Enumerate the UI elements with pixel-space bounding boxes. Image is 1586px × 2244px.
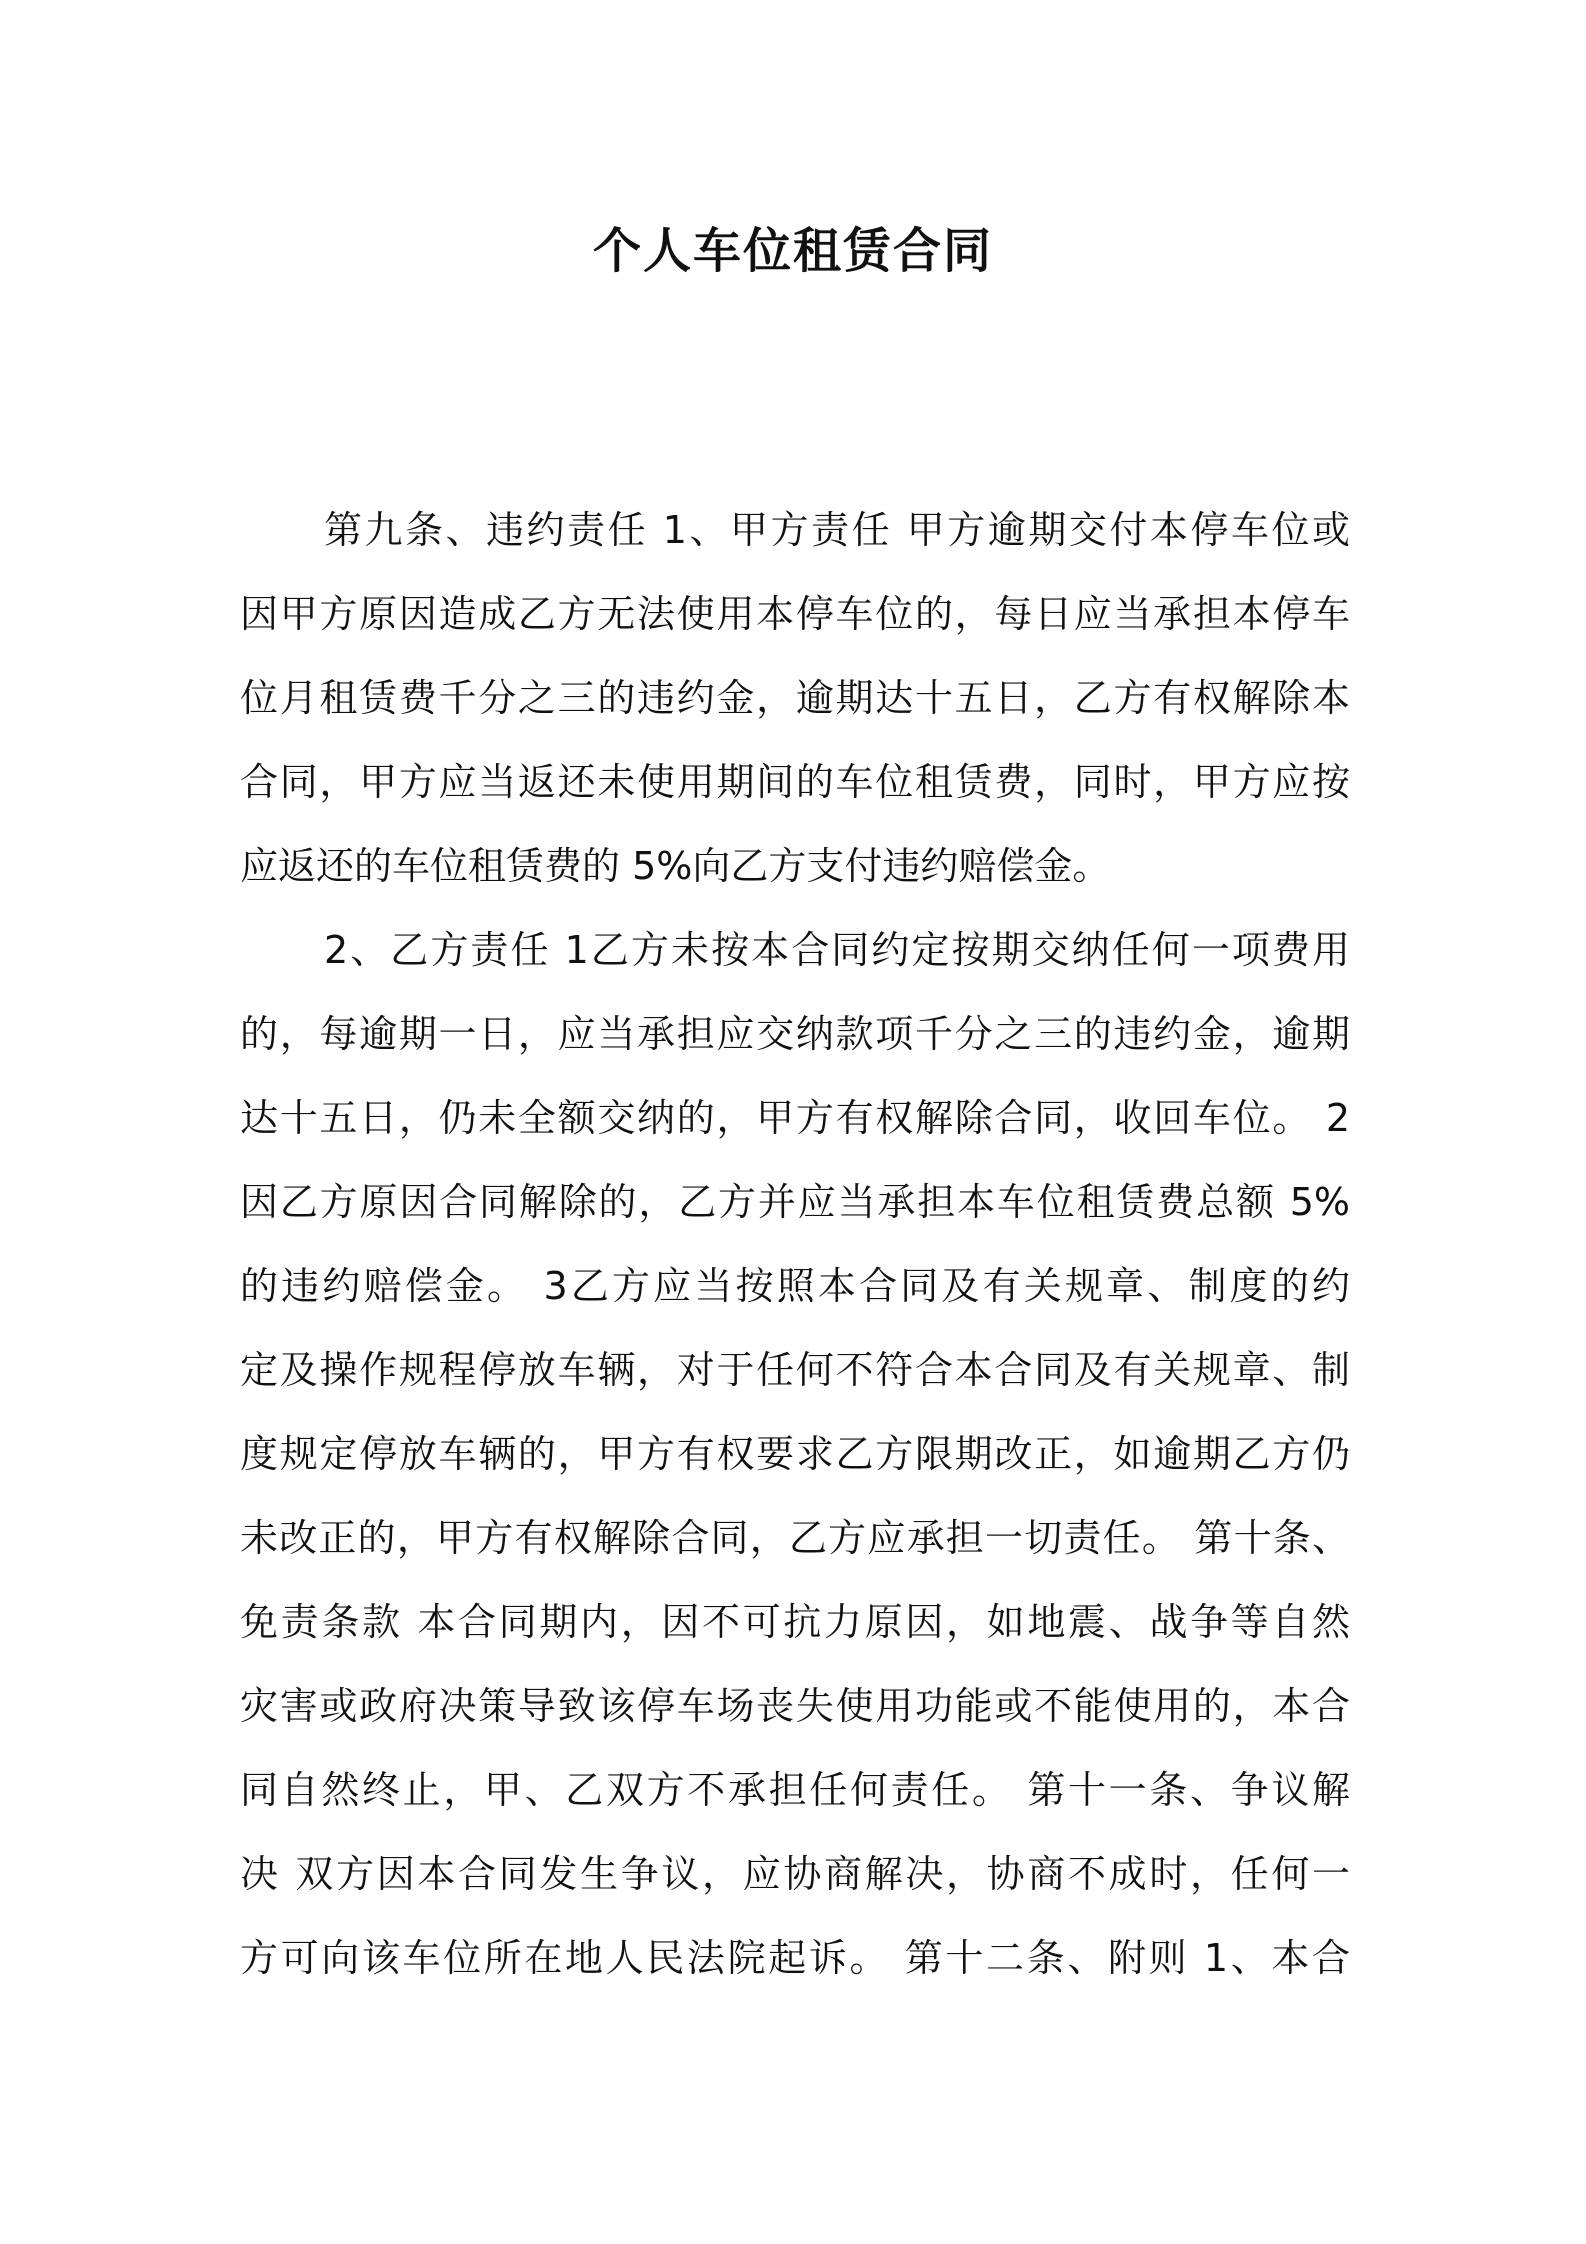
paragraph-line: 方可向该车位所在地人民法院起诉。 第十二条、附则 1、本合 (240, 1936, 1350, 1980)
paragraph-line: 同自然终止，甲、乙双方不承担任何责任。 第十一条、争议解 (240, 1768, 1350, 1812)
paragraph-line: 灾害或政府决策导致该停车场丧失使用功能或不能使用的，本合 (240, 1684, 1350, 1728)
document-title: 个人车位租赁合同 (592, 223, 993, 279)
paragraph-line: 因乙方原因合同解除的，乙方并应当承担本车位租赁费总额 5% (240, 1180, 1350, 1224)
paragraph-line: 的，每逾期一日，应当承担应交纳款项千分之三的违约金，逾期 (240, 1012, 1350, 1056)
paragraph-line: 度规定停放车辆的，甲方有权要求乙方限期改正，如逾期乙方仍 (240, 1432, 1350, 1476)
paragraph-line: 未改正的，甲方有权解除合同，乙方应承担一切责任。 第十条、 (240, 1516, 1350, 1560)
document-body (240, 488, 1350, 2000)
paragraph-line: 免责条款 本合同期内，因不可抗力原因，如地震、战争等自然 (240, 1600, 1350, 1644)
paragraph-line: 决 双方因本合同发生争议，应协商解决，协商不成时，任何一 (240, 1852, 1350, 1896)
paragraph-line: 合同，甲方应当返还未使用期间的车位租赁费，同时，甲方应按 (240, 760, 1350, 804)
paragraph-line: 的违约赔偿金。 3乙方应当按照本合同及有关规章、制度的约 (240, 1264, 1350, 1308)
paragraph-line: 因甲方原因造成乙方无法使用本停车位的，每日应当承担本停车 (240, 592, 1350, 636)
paragraph-line: 应返还的车位租赁费的 5%向乙方支付违约赔偿金。 (240, 844, 1111, 888)
paragraph-line: 第九条、违约责任 1、甲方责任 甲方逾期交付本停车位或 (324, 508, 1350, 552)
paragraph-line: 定及操作规程停放车辆，对于任何不符合本合同及有关规章、制 (240, 1348, 1350, 1392)
paragraph-line: 达十五日，仍未全额交纳的，甲方有权解除合同，收回车位。 2 (240, 1096, 1350, 1140)
paragraph-line: 位月租赁费千分之三的违约金，逾期达十五日，乙方有权解除本 (240, 676, 1350, 720)
paragraph-line: 2、乙方责任 1乙方未按本合同约定按期交纳任何一项费用 (324, 928, 1350, 972)
